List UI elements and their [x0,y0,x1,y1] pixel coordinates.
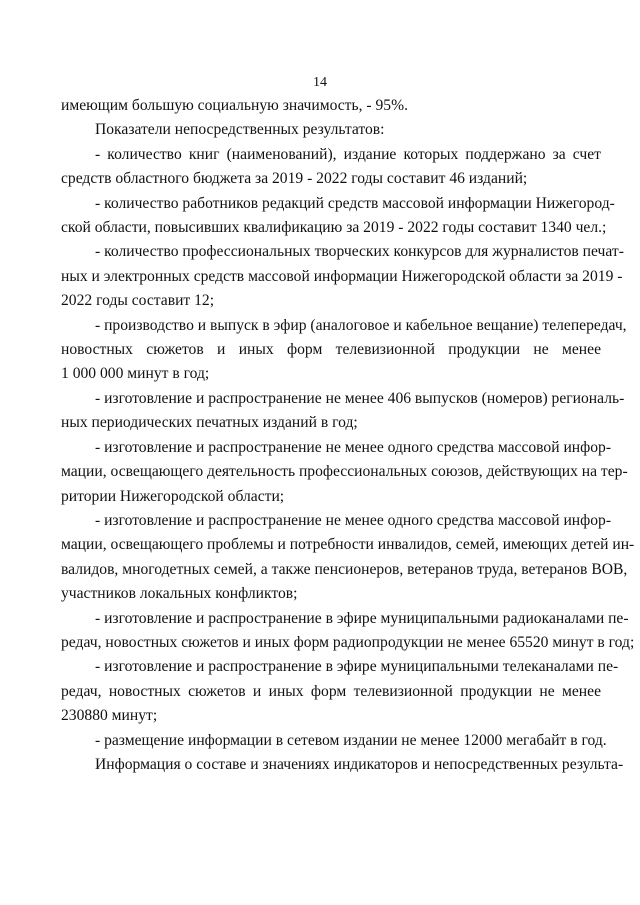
text-line: - изготовление и распространение в эфире муниципальными телеканалами пе- [95,658,619,676]
text-line: ритории Нижегородской области; [61,487,285,505]
paragraph [61,143,601,192]
page-number: 14 [313,75,327,90]
paragraph [61,240,624,313]
text-line: - изготовление и распространение не менее 406 выпусков (номеров) региональ- [95,389,625,407]
text-line: валидов, многодетных семей, а также пенсионеров, ветеранов труда, ветеранов ВОВ, [61,560,628,578]
text-line: 230880 минут; [61,707,158,725]
text-line: - размещение информации в сетевом издании не менее 12000 мегабайт в год. [95,731,607,749]
text-line: 2022 годы составит 12; [61,292,215,310]
paragraph [61,387,625,436]
text-line: новостных сюжетов и иных форм телевизионной продукции не менее [61,341,601,359]
paragraph [61,607,635,656]
text-line: средств областного бюджета за 2019 - 2022 годы составит 46 изданий; [61,170,528,188]
text-line: - производство и выпуск в эфир (аналоговое и кабельное вещание) телепередач, [95,316,627,334]
text-line: - количество работников редакций средств массовой информации Нижегород- [95,194,615,212]
text-line: - количество профессиональных творческих конкурсов для журналистов печат- [95,243,624,261]
text-line: - изготовление и распространение в эфире муниципальными радиоканалами пе- [95,609,629,627]
text-line: Показатели непосредственных результатов: [95,121,385,139]
paragraph [61,118,601,142]
text-line: редач, новостных сюжетов и иных форм телевизионной продукции не менее [61,682,601,700]
paragraph [61,729,607,753]
paragraph [61,509,635,607]
paragraph [61,94,601,118]
paragraph [61,314,627,387]
text-line: - изготовление и распространение не менее одного средства массовой инфор- [95,438,612,456]
paragraph [61,753,624,777]
text-line: имеющим большую социальную значимость, - 95%. [61,97,408,114]
text-line: 1 000 000 минут в год; [61,365,210,383]
text-line: - изготовление и распространение не менее одного средства массовой инфор- [95,511,612,529]
text-line: ской области, повысивших квалификацию за 2019 - 2022 годы составит 1340 чел.; [61,219,607,237]
text-line: мации, освещающего проблемы и потребности инвалидов, семей, имеющих детей ин- [61,536,635,554]
text-line: Информация о составе и значениях индикаторов и непосредственных результа- [95,755,624,773]
text-line: участников локальных конфликтов; [61,585,298,603]
text-line: редач, новостных сюжетов и иных форм радиопродукции не менее 65520 минут в год; [61,633,635,651]
text-line: ных и электронных средств массовой информации Нижегородской области за 2019 - [61,267,623,285]
paragraph [61,655,619,728]
paragraph [61,436,628,509]
body-text [61,94,635,777]
text-line: ных периодических печатных изданий в год; [61,414,358,432]
text-line: мации, освещающего деятельность профессиональных союзов, действующих на тер- [61,463,628,481]
paragraph [61,192,615,241]
text-line: - количество книг (наименований), издание которых поддержано за счет [95,145,601,163]
